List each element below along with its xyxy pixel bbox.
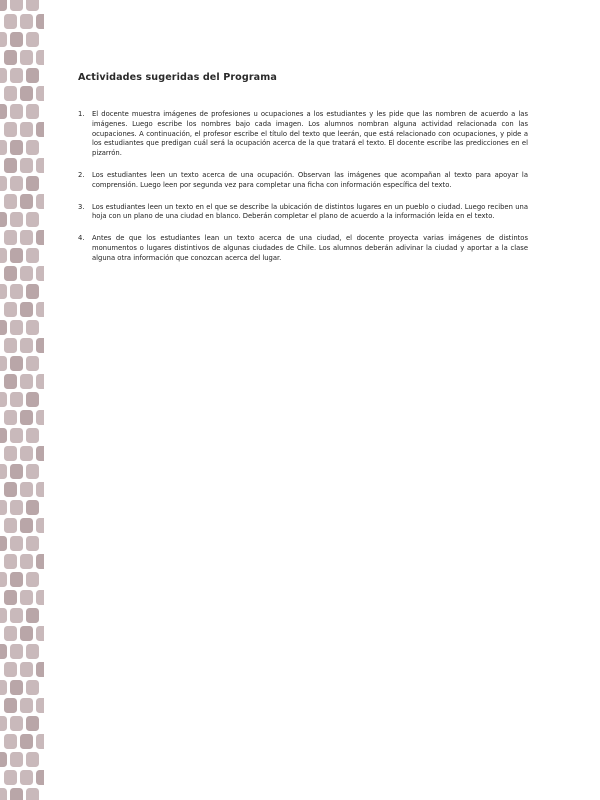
- decorative-tile: [20, 122, 33, 137]
- decorative-tile: [36, 662, 44, 677]
- decorative-tile: [36, 194, 44, 209]
- decorative-tile: [0, 572, 7, 587]
- decorative-tile: [10, 32, 23, 47]
- decorative-tile: [20, 86, 33, 101]
- activity-text: Los estudiantes leen un texto en el que se describe la ubicación de distintos lugares en un pueblo o ciudad. Luego reciben una hoja con un plano de una ciudad en blanco. Deberán completar el plano de acuerdo a la información leída en el texto.: [92, 202, 528, 221]
- decorative-tile: [26, 572, 39, 587]
- decorative-tile: [4, 14, 17, 29]
- decorative-tile: [20, 662, 33, 677]
- decorative-tile: [10, 356, 23, 371]
- decorative-tile: [0, 392, 7, 407]
- decorative-tile: [26, 140, 39, 155]
- decorative-tile: [36, 338, 44, 353]
- decorative-tile: [20, 194, 33, 209]
- decorative-tile: [0, 644, 7, 659]
- decorative-tile: [36, 698, 44, 713]
- activity-text: El docente muestra imágenes de profesiones u ocupaciones a los estudiantes y les pide que las nombren de acuerdo a las imágenes. Luego escribe los nombres bajo cada imagen. Los alumnos nombran alguna actividad relacionada con las ocupaciones. A continuación, el profesor escribe el título del texto que leerán, que está relacionado con ocupaciones, y pide a los estudiantes que predigan cuál será la ocupación acerca de la que tratará el texto. El docente escribe las predicciones en el pizarrón.: [92, 110, 528, 158]
- activity-number: 2.: [78, 170, 85, 179]
- decorative-tile: [0, 428, 7, 443]
- decorative-tile: [4, 194, 17, 209]
- decorative-tile: [20, 518, 33, 533]
- activity-number: 4.: [78, 234, 85, 243]
- decorative-tile: [0, 536, 7, 551]
- decorative-tile: [10, 428, 23, 443]
- decorative-tile: [36, 14, 44, 29]
- decorative-tile: [4, 518, 17, 533]
- activity-text: Los estudiantes leen un texto acerca de una ocupación. Observan las imágenes que acompañan al texto para apoyar la comprensión. Luego leen por segunda vez para completar una ficha con información específica del texto.: [92, 170, 528, 189]
- decorative-tile: [20, 374, 33, 389]
- decorative-tile: [0, 680, 7, 695]
- activity-text: Antes de que los estudiantes lean un texto acerca de una ciudad, el docente proyecta varias imágenes de distintos monumentos o lugares distintivos de algunas ciudades de Chile. Los alumnos deberán adivinar la ciudad y aportar a la clase alguna otra información que conozcan acerca del lugar.: [92, 234, 528, 262]
- decorative-tile: [0, 0, 7, 11]
- decorative-tile: [36, 374, 44, 389]
- decorative-tile: [10, 0, 23, 11]
- decorative-tile: [36, 590, 44, 605]
- decorative-tile: [26, 356, 39, 371]
- decorative-tile: [0, 608, 7, 623]
- decorative-tile: [10, 284, 23, 299]
- decorative-tile: [10, 788, 23, 800]
- decorative-tile-pattern: [0, 0, 44, 800]
- decorative-tile: [20, 410, 33, 425]
- content-area: [78, 72, 528, 276]
- decorative-tile: [20, 446, 33, 461]
- decorative-tile: [4, 266, 17, 281]
- decorative-tile: [10, 140, 23, 155]
- decorative-tile: [4, 446, 17, 461]
- decorative-tile: [26, 752, 39, 767]
- decorative-tile: [20, 266, 33, 281]
- decorative-tile: [10, 752, 23, 767]
- decorative-tile: [20, 770, 33, 785]
- decorative-tile: [10, 392, 23, 407]
- decorative-tile: [4, 770, 17, 785]
- decorative-tile: [4, 50, 17, 65]
- decorative-tile: [4, 554, 17, 569]
- decorative-tile: [20, 626, 33, 641]
- activity-item: [78, 171, 528, 191]
- decorative-tile: [20, 554, 33, 569]
- decorative-tile: [10, 536, 23, 551]
- decorative-tile: [10, 212, 23, 227]
- decorative-tile: [20, 230, 33, 245]
- decorative-tile: [0, 32, 7, 47]
- decorative-tile: [26, 428, 39, 443]
- decorative-tile: [36, 446, 44, 461]
- decorative-tile: [26, 0, 39, 11]
- decorative-tile: [20, 590, 33, 605]
- decorative-tile: [36, 158, 44, 173]
- decorative-tile: [10, 716, 23, 731]
- decorative-tile: [36, 230, 44, 245]
- decorative-tile: [20, 158, 33, 173]
- decorative-tile: [26, 464, 39, 479]
- decorative-tile: [10, 500, 23, 515]
- decorative-tile: [0, 140, 7, 155]
- decorative-tile: [4, 590, 17, 605]
- decorative-tile: [36, 482, 44, 497]
- decorative-tile: [0, 68, 7, 83]
- decorative-tile: [0, 788, 7, 800]
- decorative-tile: [26, 500, 39, 515]
- decorative-tile: [26, 716, 39, 731]
- decorative-tile: [20, 734, 33, 749]
- activity-number: 1.: [78, 110, 85, 118]
- decorative-tile: [36, 266, 44, 281]
- decorative-tile: [0, 716, 7, 731]
- decorative-tile: [26, 104, 39, 119]
- decorative-tile: [4, 662, 17, 677]
- decorative-tile: [10, 608, 23, 623]
- decorative-side-strip: [0, 0, 44, 800]
- decorative-tile: [36, 770, 44, 785]
- decorative-tile: [26, 248, 39, 263]
- decorative-tile: [0, 212, 7, 227]
- decorative-tile: [20, 50, 33, 65]
- decorative-tile: [26, 284, 39, 299]
- decorative-tile: [36, 518, 44, 533]
- decorative-tile: [4, 734, 17, 749]
- decorative-tile: [20, 338, 33, 353]
- activity-item: [78, 203, 528, 223]
- decorative-tile: [36, 734, 44, 749]
- activities-list: [78, 110, 528, 264]
- decorative-tile: [10, 248, 23, 263]
- decorative-tile: [0, 176, 7, 191]
- decorative-tile: [20, 482, 33, 497]
- decorative-tile: [10, 104, 23, 119]
- decorative-tile: [4, 338, 17, 353]
- decorative-tile: [0, 104, 7, 119]
- activity-item: [78, 110, 528, 159]
- decorative-tile: [10, 464, 23, 479]
- decorative-tile: [0, 752, 7, 767]
- decorative-tile: [26, 536, 39, 551]
- activity-item: [78, 234, 528, 263]
- decorative-tile: [36, 86, 44, 101]
- decorative-tile: [26, 788, 39, 800]
- decorative-tile: [4, 230, 17, 245]
- decorative-tile: [4, 482, 17, 497]
- decorative-tile: [0, 284, 7, 299]
- decorative-tile: [26, 32, 39, 47]
- decorative-tile: [36, 410, 44, 425]
- decorative-tile: [10, 644, 23, 659]
- decorative-tile: [26, 176, 39, 191]
- decorative-tile: [0, 320, 7, 335]
- decorative-tile: [26, 68, 39, 83]
- page-title: Actividades sugeridas del Programa: [78, 72, 277, 83]
- decorative-tile: [26, 320, 39, 335]
- decorative-tile: [4, 302, 17, 317]
- decorative-tile: [4, 626, 17, 641]
- decorative-tile: [20, 698, 33, 713]
- decorative-tile: [10, 572, 23, 587]
- decorative-tile: [36, 554, 44, 569]
- decorative-tile: [0, 464, 7, 479]
- decorative-tile: [10, 68, 23, 83]
- decorative-tile: [20, 14, 33, 29]
- decorative-tile: [0, 356, 7, 371]
- decorative-tile: [36, 626, 44, 641]
- decorative-tile: [26, 680, 39, 695]
- decorative-tile: [0, 500, 7, 515]
- decorative-tile: [4, 374, 17, 389]
- decorative-tile: [20, 302, 33, 317]
- decorative-tile: [26, 608, 39, 623]
- decorative-tile: [26, 212, 39, 227]
- decorative-tile: [10, 176, 23, 191]
- decorative-tile: [36, 302, 44, 317]
- decorative-tile: [0, 248, 7, 263]
- decorative-tile: [4, 122, 17, 137]
- decorative-tile: [26, 392, 39, 407]
- activity-number: 3.: [78, 202, 85, 211]
- decorative-tile: [4, 86, 17, 101]
- decorative-tile: [4, 158, 17, 173]
- decorative-tile: [4, 698, 17, 713]
- decorative-tile: [36, 122, 44, 137]
- decorative-tile: [26, 644, 39, 659]
- decorative-tile: [4, 410, 17, 425]
- decorative-tile: [10, 680, 23, 695]
- decorative-tile: [36, 50, 44, 65]
- decorative-tile: [10, 320, 23, 335]
